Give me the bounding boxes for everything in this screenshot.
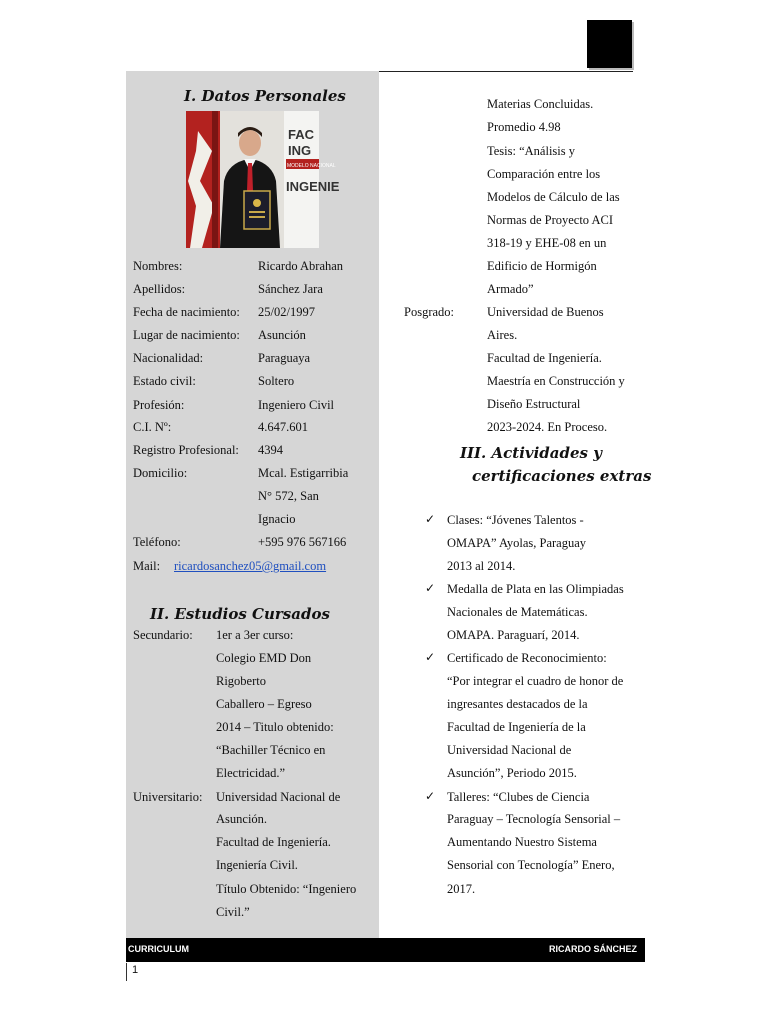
study-label-secundario: Secundario: (133, 628, 193, 642)
activity-line: Clases: “Jóvenes Talentos - (447, 513, 584, 527)
personal-value: 4394 (258, 443, 283, 457)
personal-label: Nacionalidad: (133, 351, 204, 365)
footer-left-title: CURRICULUM (128, 944, 189, 954)
personal-value: Asunción (258, 328, 306, 342)
mail-link[interactable]: ricardosanchez05@gmail.com (174, 559, 327, 573)
study-line: Edificio de Hormigón (487, 259, 597, 273)
profile-photo-image (186, 111, 340, 248)
checkmark-icon: ✓ (425, 512, 436, 526)
section-heading-studies: II. Estudios Cursados (150, 605, 330, 623)
study-label-universitario: Universitario: (133, 790, 203, 804)
personal-label: Nombres: (133, 259, 183, 273)
personal-value: Paraguaya (258, 351, 311, 365)
personal-label: C.I. Nº: (133, 420, 172, 434)
activity-line: Nacionales de Matemáticas. (447, 605, 588, 619)
checkmark-icon: ✓ (425, 789, 436, 803)
study-line: Armado” (487, 282, 534, 296)
activity-line: ingresantes destacados de la (447, 697, 588, 711)
activity-line: Paraguay – Tecnología Sensorial – (447, 812, 621, 826)
personal-label: Apellidos: (133, 282, 186, 296)
study-line: 318-19 y EHE-08 en un (487, 236, 607, 250)
study-line: Rigoberto (216, 674, 266, 688)
study-line: Materias Concluidas. (487, 97, 594, 111)
study-line: Colegio EMD Don (216, 651, 312, 665)
study-line: Aires. (487, 328, 518, 342)
personal-value: Soltero (258, 374, 295, 388)
section-heading-activities: III. Actividades y (460, 444, 602, 462)
svg-text:MODELO NACIONAL: MODELO NACIONAL (287, 163, 336, 169)
page-number-rule (126, 963, 127, 981)
personal-label: Lugar de nacimiento: (133, 328, 240, 342)
header-black-box (587, 20, 632, 68)
study-line: 1er a 3er curso: (216, 628, 294, 642)
activity-line: Talleres: “Clubes de Ciencia (447, 790, 590, 804)
footer-right-name: RICARDO SÁNCHEZ (548, 944, 637, 954)
activity-line: OMAPA. Paraguarí, 2014. (447, 628, 580, 642)
svg-text:ING: ING (288, 143, 312, 158)
personal-label: Teléfono: (133, 535, 181, 549)
profile-photo (186, 111, 340, 248)
svg-text:FAC: FAC (288, 127, 314, 142)
study-line: 2014 – Titulo obtenido: (216, 720, 334, 734)
activity-line: Certificado de Reconocimiento: (447, 651, 607, 665)
personal-label: Fecha de nacimiento: (133, 305, 240, 319)
activity-line: 2013 al 2014. (447, 559, 516, 573)
personal-value: Ricardo Abrahan (258, 259, 344, 273)
checkmark-icon: ✓ (425, 650, 436, 664)
study-line: Promedio 4.98 (487, 120, 561, 134)
activity-line: Aumentando Nuestro Sistema (447, 835, 597, 849)
personal-label: Domicilio: (133, 466, 188, 480)
footer-bar (126, 938, 645, 962)
personal-label: Estado civil: (133, 374, 196, 388)
study-line: Tesis: “Análisis y (487, 144, 576, 158)
study-line: 2023-2024. En Proceso. (487, 420, 608, 434)
activity-line: Facultad de Ingeniería de la (447, 720, 586, 734)
study-line: “Bachiller Técnico en (216, 743, 326, 757)
study-line: Facultad de Ingeniería. (216, 835, 331, 849)
study-line: Asunción. (216, 812, 268, 826)
study-line: Universidad Nacional de (216, 790, 341, 804)
section-heading-activities-line2: certificaciones extras (472, 467, 652, 485)
personal-value: Ignacio (258, 512, 296, 526)
study-line: Universidad de Buenos (487, 305, 604, 319)
svg-text:INGENIE: INGENIE (286, 179, 340, 194)
personal-value: 25/02/1997 (258, 305, 315, 319)
study-label-posgrado: Posgrado: (404, 305, 454, 319)
study-line: Modelos de Cálculo de las (487, 190, 620, 204)
study-line: Ingeniería Civil. (216, 858, 298, 872)
study-line: Diseño Estructural (487, 397, 581, 411)
activity-line: Asunción”, Periodo 2015. (447, 766, 577, 780)
study-line: Maestría en Construcción y (487, 374, 625, 388)
study-line: Comparación entre los (487, 167, 601, 181)
personal-value: N° 572, San (258, 489, 319, 503)
personal-value: Ingeniero Civil (258, 398, 335, 412)
study-line: Normas de Proyecto ACI (487, 213, 614, 227)
study-line: Título Obtenido: “Ingeniero (216, 882, 357, 896)
personal-value: +595 976 567166 (258, 535, 347, 549)
study-line: Facultad de Ingeniería. (487, 351, 602, 365)
study-line: Civil.” (216, 905, 250, 919)
personal-label: Profesión: (133, 398, 185, 412)
header-rule (379, 71, 633, 72)
activity-line: OMAPA” Ayolas, Paraguay (447, 536, 587, 550)
section-heading-personal: I. Datos Personales (184, 87, 346, 105)
page-number: 1 (132, 964, 139, 976)
personal-value: Sánchez Jara (258, 282, 323, 296)
activity-line: Sensorial con Tecnología” Enero, (447, 858, 615, 872)
activity-line: Medalla de Plata en las Olimpiadas (447, 582, 624, 596)
activity-line: 2017. (447, 882, 476, 896)
personal-value: Mcal. Estigarribia (258, 466, 349, 480)
mail-label: Mail: (133, 559, 161, 573)
study-line: Caballero – Egreso (216, 697, 312, 711)
activity-line: “Por integrar el cuadro de honor de (447, 674, 624, 688)
study-line: Electricidad.” (216, 766, 286, 780)
personal-label: Registro Profesional: (133, 443, 239, 457)
activity-line: Universidad Nacional de (447, 743, 572, 757)
checkmark-icon: ✓ (425, 581, 436, 595)
personal-value: 4.647.601 (258, 420, 308, 434)
